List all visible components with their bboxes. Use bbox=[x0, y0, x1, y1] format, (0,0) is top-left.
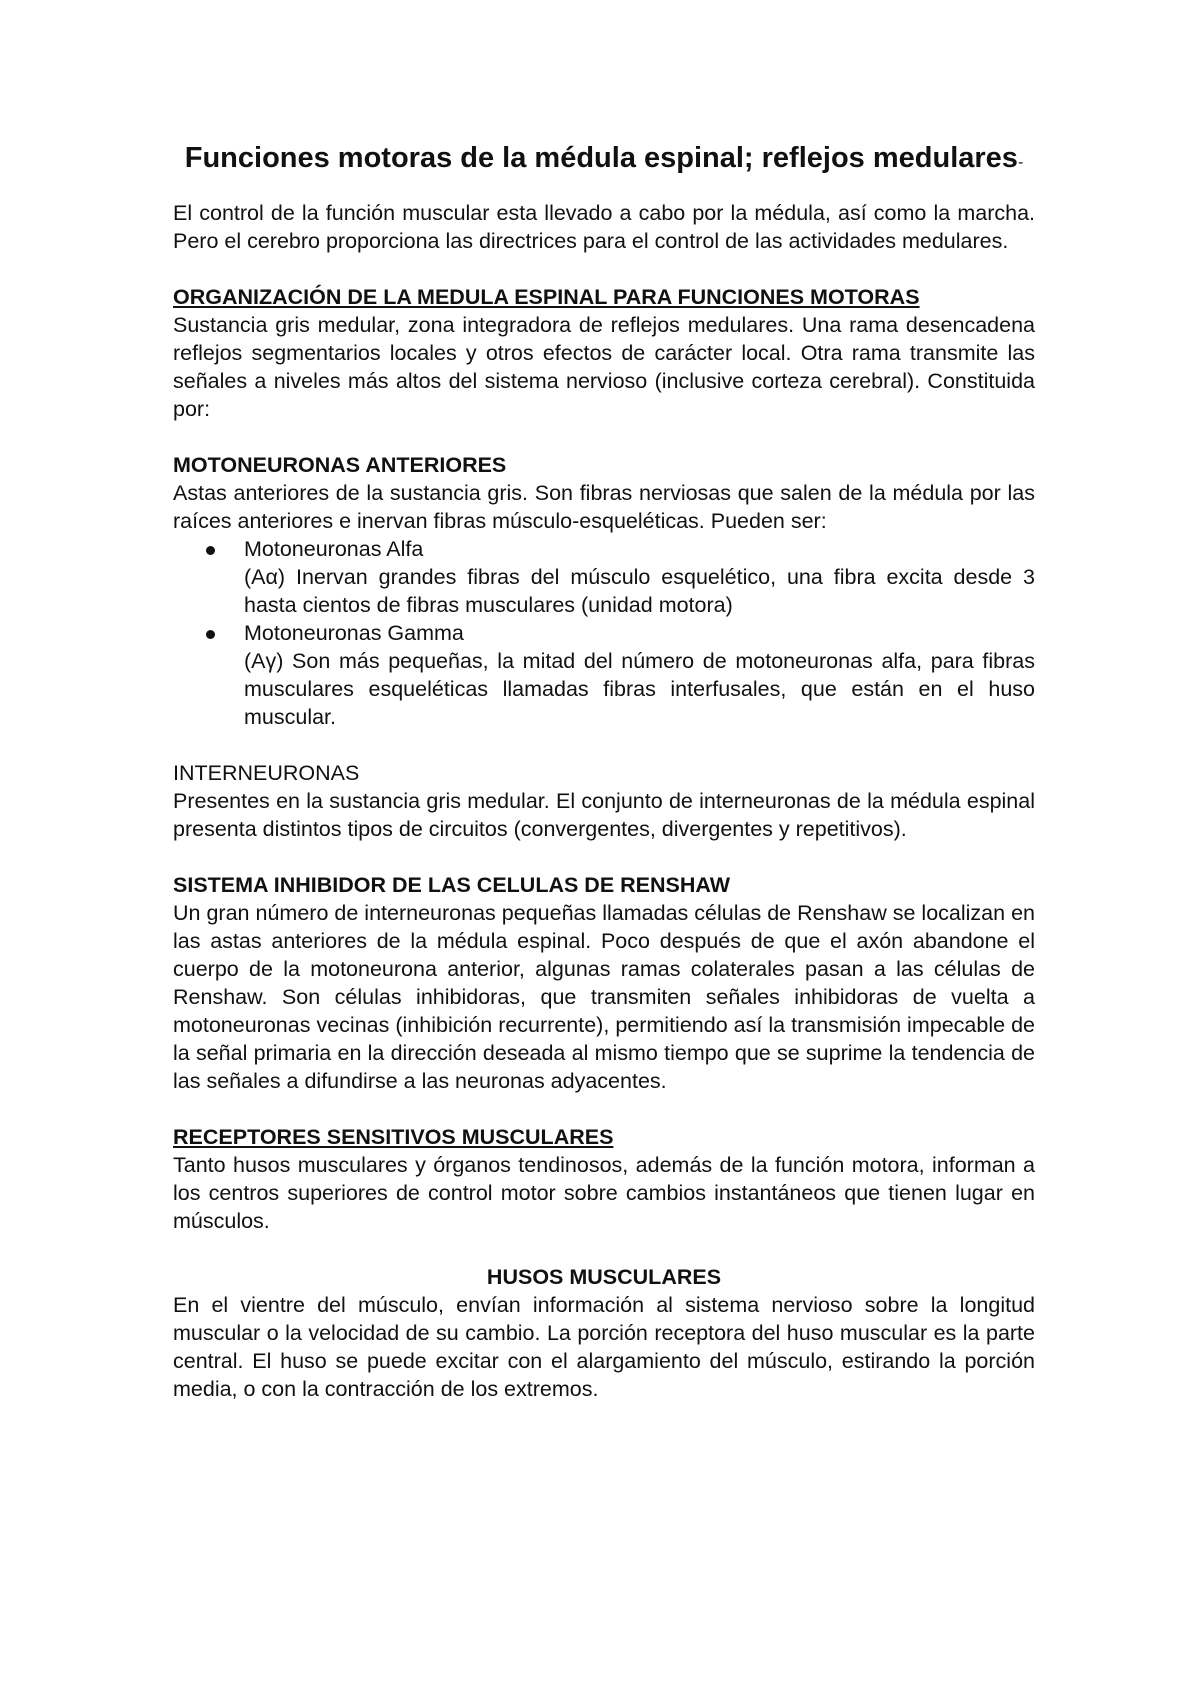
list-item-name: Motoneuronas Gamma bbox=[244, 621, 464, 645]
list-item bbox=[244, 619, 1035, 731]
section-heading-renshaw: SISTEMA INHIBIDOR DE LAS CELULAS DE RENSHAW bbox=[173, 873, 731, 897]
spacer bbox=[173, 843, 1035, 871]
section-body-motoneuronas: Astas anteriores de la sustancia gris. Son fibras nerviosas que salen de la médula por las raíces anteriores e inervan fibras músculo-esqueléticas. Pueden ser: bbox=[173, 481, 1035, 533]
section-body-husos: En el vientre del músculo, envían información al sistema nervioso sobre la longitud muscular o la velocidad de su cambio. La porción receptora del huso muscular es la parte central. El huso se puede excitar con el alargamiento del músculo, estirando la porción media, o con la contracción de los extremos. bbox=[173, 1293, 1035, 1401]
spacer bbox=[173, 255, 1035, 283]
page-title-suffix: - bbox=[1017, 154, 1024, 171]
spacer bbox=[173, 423, 1035, 451]
spacer bbox=[173, 1235, 1035, 1263]
document-page bbox=[173, 140, 1035, 1403]
page-title-text: Funciones motoras de la médula espinal; reflejos medulares bbox=[184, 142, 1018, 174]
list-item-name: Motoneuronas Alfa bbox=[244, 537, 424, 561]
intro-paragraph: El control de la función muscular esta llevado a cabo por la médula, así como la marcha. Pero el cerebro proporciona las directrices para el control de las actividades medulares. bbox=[173, 201, 1035, 253]
bullet-icon bbox=[206, 546, 215, 555]
spacer bbox=[173, 1095, 1035, 1123]
spacer bbox=[173, 731, 1035, 759]
motoneuron-list bbox=[173, 535, 1035, 731]
section-heading-organizacion: ORGANIZACIÓN DE LA MEDULA ESPINAL PARA FUNCIONES MOTORAS bbox=[173, 285, 920, 309]
bullet-icon bbox=[206, 630, 215, 639]
page-title bbox=[173, 140, 1035, 181]
section-body-receptores: Tanto husos musculares y órganos tendinosos, además de la función motora, informan a los centros superiores de control motor sobre cambios instantáneos que tienen lugar en músculos. bbox=[173, 1153, 1035, 1233]
section-heading-receptores: RECEPTORES SENSITIVOS MUSCULARES bbox=[173, 1125, 614, 1149]
section-body-renshaw: Un gran número de interneuronas pequeñas llamadas células de Renshaw se localizan en las astas anteriores de la médula espinal. Poco después de que el axón abandone el cuerpo de la motoneurona anterior, algunas ramas colaterales pasan a las células de Renshaw. Son células inhibidoras, que transmiten señales inhibidoras de vuelta a motoneuronas vecinas (inhibición recurrente), permitiendo así la transmisión impecable de la señal primaria en la dirección deseada al mismo tiempo que se suprime la tendencia de las señales a difundirse a las neuronas adyacentes. bbox=[173, 901, 1035, 1093]
list-item bbox=[244, 535, 1035, 619]
section-heading-interneuronas: INTERNEURONAS bbox=[173, 761, 360, 785]
section-heading-husos: HUSOS MUSCULARES bbox=[486, 1265, 722, 1289]
list-item-detail: (Aα) Inervan grandes fibras del músculo esquelético, una fibra excita desde 3 hasta cientos de fibras musculares (unidad motora) bbox=[244, 565, 1035, 617]
list-item-detail: (Aγ) Son más pequeñas, la mitad del número de motoneuronas alfa, para fibras musculares esqueléticas llamadas fibras interfusales, que están en el huso muscular. bbox=[244, 649, 1035, 729]
section-body-organizacion: Sustancia gris medular, zona integradora de reflejos medulares. Una rama desencadena reflejos segmentarios locales y otros efectos de carácter local. Otra rama transmite las señales a niveles más altos del sistema nervioso (inclusive corteza cerebral). Constituida por: bbox=[173, 313, 1035, 421]
section-heading-motoneuronas: MOTONEURONAS ANTERIORES bbox=[173, 453, 507, 477]
section-body-interneuronas: Presentes en la sustancia gris medular. El conjunto de interneuronas de la médula espinal presenta distintos tipos de circuitos (convergentes, divergentes y repetitivos). bbox=[173, 789, 1035, 841]
